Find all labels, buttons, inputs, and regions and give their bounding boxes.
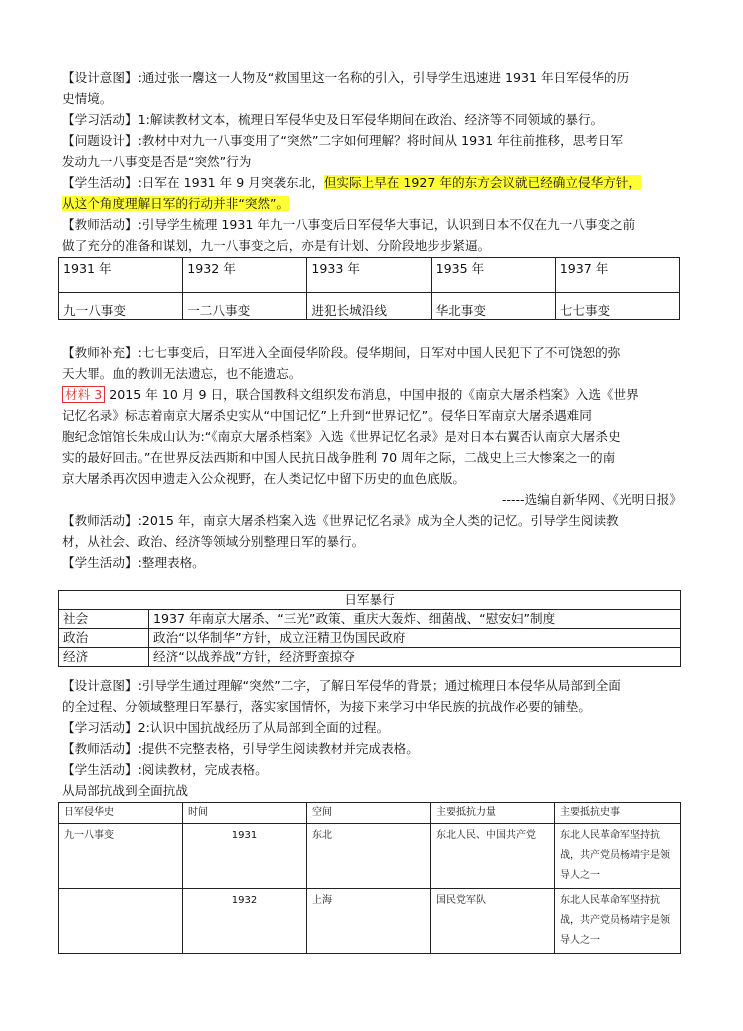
column-header: 空间: [307, 803, 431, 824]
table-cell: 上海: [307, 889, 431, 954]
table-row: [59, 824, 681, 889]
atrocity-detail: 经济“以战养战”方针，经济野蛮掠夺: [149, 648, 681, 667]
material-3-line: 京大屠杀再次因申遗走入公众视野，在人类记忆中留下历史的血色底版。: [62, 471, 465, 486]
table-cell: 九一八事变: [59, 824, 183, 889]
atrocity-domain: 社会: [59, 610, 149, 629]
atrocity-domain: 经济: [59, 648, 149, 667]
material-3-line: 实的最好回击。”在世界反法西斯和中国人民抗日战争胜利 70 周年之际，二战史上三大惨案之一的南: [62, 450, 616, 465]
teacher-activity-1-cont: 做了充分的准备和谋划，九一八事变之后，亦是有计划、分阶段地步步紧逼。: [62, 238, 491, 253]
atrocities-title: 日军暴行: [59, 591, 681, 610]
teacher-activity-1: 【教师活动】:引导学生梳理 1931 年九一八事变后日军侵华大事记，认识到日本不仅在九一八事变之前: [62, 217, 636, 232]
timeline-table: [58, 257, 680, 320]
timeline-year: 1935 年: [431, 258, 555, 293]
table-cell: 1931: [183, 824, 307, 889]
material-3-source: -----选编自新华网、《光明日报》: [501, 492, 682, 507]
student-activity-2: 【学生活动】:整理表格。: [62, 555, 205, 570]
timeline-year: 1933 年: [307, 258, 431, 293]
student-activity-1: [62, 172, 682, 193]
table-cell: 国民党军队: [431, 889, 555, 954]
material-3-line: 胞纪念馆馆长朱成山认为:“《南京大屠杀档案》入选《世界记忆名录》是对日本右翼否认南京大屠杀史: [62, 429, 621, 444]
timeline-event: 九一八事变: [59, 293, 183, 320]
column-header: 主要抵抗史事: [555, 803, 681, 824]
student-activity-3: 【学生活动】:阅读教材，完成表格。: [62, 762, 268, 777]
atrocity-detail: 政治“以华制华”方针，成立汪精卫伪国民政府: [149, 629, 681, 648]
table-caption: 从局部抗战到全面抗战: [62, 783, 188, 798]
teacher-activity-2-cont: 材，从社会、政治、经济等领域分别整理日军的暴行。: [62, 534, 365, 549]
teacher-supplement: 【教师补充】:七七事变后，日军进入全面侵华阶段。侵华期间，日军对中国人民犯下了不可饶恕的弥: [62, 345, 621, 360]
column-header: 日军侵华史: [59, 803, 183, 824]
column-header: 时间: [183, 803, 307, 824]
material-3-label: 材料 3: [62, 386, 105, 403]
atrocity-domain: 政治: [59, 629, 149, 648]
atrocities-table: [58, 590, 681, 667]
resistance-table: [58, 802, 681, 954]
timeline-year: 1932 年: [183, 258, 307, 293]
design-intent-2-cont: 的全过程、分领域整理日军暴行，落实家国情怀，为接下来学习中华民族的抗战作必要的铺垫。: [62, 699, 591, 714]
table-cell: 东北: [307, 824, 431, 889]
table-cell: [59, 889, 183, 954]
teacher-supplement-cont: 天大罪。血的教训无法遗忘，也不能遗忘。: [62, 366, 302, 381]
timeline-event: 一二八事变: [183, 293, 307, 320]
design-intent-2: 【设计意图】:引导学生通过理解“突然”二字，了解日军侵华的背景；通过梳理日本侵华从局部到全面: [62, 678, 621, 693]
timeline-event: 进犯长城沿线: [307, 293, 431, 320]
highlighted-text-cont: 从这个角度理解日军的行动并非“突然”。: [62, 196, 290, 211]
timeline-event: 七七事变: [555, 293, 679, 320]
timeline-year: 1937 年: [555, 258, 679, 293]
timeline-year: 1931 年: [59, 258, 183, 293]
learning-activity-2: 【学习活动】2:认识中国抗战经历了从局部到全面的过程。: [62, 720, 390, 735]
teacher-activity-3: 【教师活动】:提供不完整表格，引导学生阅读教材并完成表格。: [62, 741, 419, 756]
table-cell: 东北人民革命军坚持抗战，共产党员杨靖宇是领导人之一: [555, 824, 681, 889]
material-3: [62, 384, 682, 405]
teacher-activity-2: 【教师活动】:2015 年，南京大屠杀档案入选《世界记忆名录》成为全人类的记忆。引导学生阅读教: [62, 513, 619, 528]
timeline-event: 华北事变: [431, 293, 555, 320]
table-cell: 1932: [183, 889, 307, 954]
question-design: 【问题设计】:教材中对九一八事变用了“突然”二字如何理解？将时间从 1931 年往前推移，思考日军: [62, 133, 624, 148]
atrocity-detail: 1937 年南京大屠杀、“三光”政策、重庆大轰炸、细菌战、“慰安妇”制度: [149, 610, 681, 629]
column-header: 主要抵抗力量: [431, 803, 555, 824]
table-row: [59, 889, 681, 954]
table-cell: 东北人民革命军坚持抗战，共产党员杨靖宇是领导人之一: [555, 889, 681, 954]
learning-activity-1: 【学习活动】1:解读教材文本，梳理日军侵华史及日军侵华期间在政治、经济等不同领域的暴行。: [62, 112, 604, 127]
student-activity-1-text: 【学生活动】:日军在 1931 年 9 月突袭东北，: [62, 175, 324, 190]
design-intent-1-cont: 史情境。: [62, 91, 113, 106]
table-cell: 东北人民、中国共产党: [431, 824, 555, 889]
material-3-line: 记忆名录》标志着南京大屠杀史实从“中国记忆”上升到“世界记忆”。侵华日军南京大屠杀遇难同: [62, 408, 592, 423]
student-activity-1-cont: [62, 193, 682, 214]
question-design-cont: 发动九一八事变是否是“突然”行为: [62, 154, 252, 169]
design-intent-1: 【设计意图】:通过张一麐这一人物及“救国里这一名称的引入，引导学生迅速进 1931 年日军侵华的历: [62, 70, 630, 85]
highlighted-text: 但实际上早在 1927 年的东方会议就已经确立侵华方针，: [323, 175, 641, 190]
material-3-text: 2015 年 10 月 9 日，联合国教科文组织发布消息，中国申报的《南京大屠杀档案》入选《世界: [105, 387, 639, 402]
